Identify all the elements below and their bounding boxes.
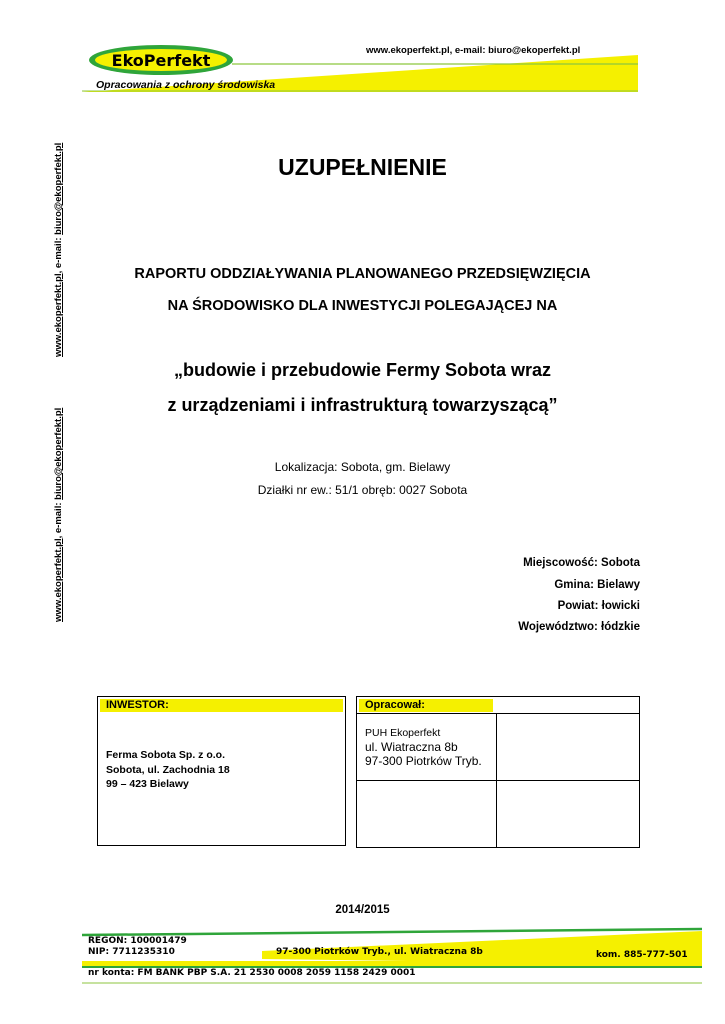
investor-details bbox=[106, 748, 230, 792]
document-title: UZUPEŁNIENIE bbox=[278, 154, 447, 180]
side-url: www.ekoperfekt.pl bbox=[53, 538, 64, 622]
investor-line-2: Sobota, ul. Zachodnia 18 bbox=[106, 763, 230, 776]
document-year: 2014/2015 bbox=[335, 904, 390, 916]
footer-nip: NIP: 7711235310 bbox=[88, 947, 175, 957]
location-text: Lokalizacja: Sobota, gm. Bielawy bbox=[274, 460, 451, 474]
side-email: biuro@ekoperfekt.pl bbox=[53, 407, 64, 500]
prepared-by-line-1: PUH Ekoperfekt bbox=[365, 727, 441, 739]
divider bbox=[357, 780, 639, 781]
subtitle-line-1: RAPORTU ODDZIAŁYWANIA PLANOWANEGO PRZEDSIĘWZIĘCIA bbox=[134, 266, 591, 282]
place-text: Miejscowość: Sobota bbox=[523, 557, 640, 569]
side-url: www.ekoperfekt.pl bbox=[53, 273, 64, 357]
side-email-prefix: , e-mail: bbox=[53, 499, 64, 539]
footer-regon: REGON: 100001479 bbox=[88, 936, 187, 946]
divider bbox=[357, 713, 639, 714]
investor-line-1: Ferma Sobota Sp. z o.o. bbox=[106, 749, 226, 761]
logo-text: EkoPerfekt bbox=[111, 50, 211, 70]
side-email: biuro@ekoperfekt.pl bbox=[53, 142, 64, 235]
footer-address: 97-300 Piotrków Tryb., ul. Wiatraczna 8b bbox=[276, 947, 483, 957]
prepared-by-heading: Opracował: bbox=[359, 699, 493, 712]
project-name-line-2: z urządzeniami i infrastrukturą towarzyszącą” bbox=[167, 395, 558, 415]
commune-text: Gmina: Bielawy bbox=[554, 579, 640, 591]
prepared-by-line-2: ul. Wiatraczna 8b bbox=[365, 740, 458, 754]
plots-text: Działki nr ew.: 51/1 obręb: 0027 Sobota bbox=[257, 483, 468, 497]
footer-account: nr konta: FM BANK PBP S.A. 21 2530 0008 2059 1158 2429 0001 bbox=[88, 968, 416, 978]
investor-heading: INWESTOR: bbox=[100, 699, 343, 712]
investor-box bbox=[97, 696, 346, 846]
header-tagline: Opracowania z ochrony środowiska bbox=[96, 79, 276, 91]
header-contact: www.ekoperfekt.pl, e-mail: biuro@ekoperfekt.pl bbox=[366, 45, 581, 56]
prepared-by-line-3: 97-300 Piotrków Tryb. bbox=[365, 754, 482, 768]
project-name-line-1: „budowie i przebudowie Fermy Sobota wraz bbox=[173, 360, 552, 380]
footer-phone: kom. 885-777-501 bbox=[596, 950, 688, 960]
side-contact-lower bbox=[53, 408, 64, 622]
side-email-prefix: , e-mail: bbox=[53, 234, 64, 274]
investor-line-3: 99 – 423 Bielawy bbox=[106, 778, 189, 790]
county-text: Powiat: łowicki bbox=[557, 600, 640, 612]
ekoperfekt-logo bbox=[88, 44, 234, 76]
voivodeship-text: Województwo: łódzkie bbox=[518, 621, 640, 633]
subtitle-line-2: NA ŚRODOWISKO DLA INWESTYCJI POLEGAJĄCEJ NA bbox=[167, 298, 558, 314]
prepared-by-details bbox=[365, 727, 482, 768]
prepared-by-box bbox=[356, 696, 640, 848]
